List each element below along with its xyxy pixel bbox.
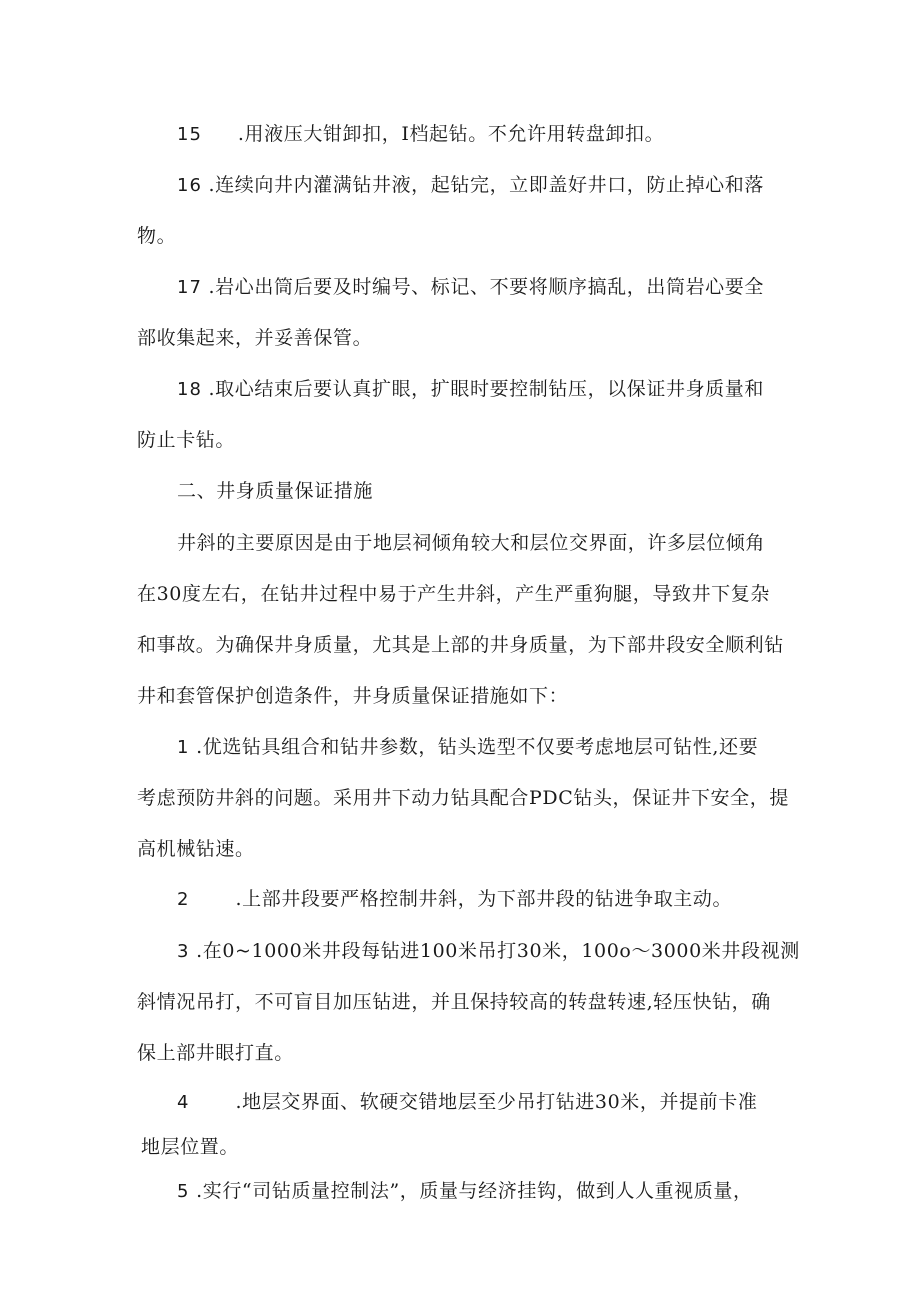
item-number: 17 [177,277,202,298]
item-text: .连续向井内灌满钻井液，起钻完，立即盖好井口，防止掉心和落 [201,174,764,196]
paragraph-line [137,874,792,925]
measure-2 [137,874,792,925]
intro-paragraph [137,518,792,722]
paragraph-line: 井斜的主要原因是由于地层祠倾角较大和层位交界面，许多层位倾角 [177,532,766,554]
measure-4 [137,1080,792,1169]
paragraph-line [137,109,792,160]
paragraph-line [137,1080,792,1125]
paragraph-17 [137,262,792,364]
item-text: .实行“司钻质量控制法”，质量与经济挂钩，做到人人重视质量， [189,1180,753,1202]
paragraph-18 [137,364,792,466]
item-number: 1 [177,737,190,758]
item-text: .用液压大钳卸扣，I档起钻。不允许用转盘卸扣。 [237,123,665,145]
paragraph-line [137,364,792,415]
paragraph-line [137,262,792,313]
paragraph-line: 斜情况吊打，不可盲目加压钻进，并且保持较高的转盘转速,轻压快钻，确 [137,991,771,1013]
paragraph-line [137,160,792,211]
item-text: .岩心出筒后要及时编号、标记、不要将顺序搞乱，出筒岩心要全 [201,276,764,298]
item-number: 18 [177,379,202,400]
heading-text: 二、井身质量保证措施 [177,480,374,502]
item-number: 16 [177,175,202,196]
paragraph-16 [137,160,792,262]
measure-1 [137,722,792,875]
item-text: .在0~1000米井段每钻进100米吊打30米，100o～3000米井段视测 [189,940,800,962]
measure-3 [137,926,800,1079]
paragraph-line: 物。 [137,225,177,247]
item-number: 15 [177,124,202,145]
item-number: 4 [177,1092,190,1113]
item-text: .地层交界面、软硬交错地层至少吊打钻进30米，并提前卡准 [235,1091,758,1113]
paragraph-line: 和事故。为确保井身质量，尤其是上部的井身质量，为下部井段安全顺利钻 [137,634,784,656]
paragraph-line: 在30度左右，在钻井过程中易于产生井斜，产生严重狗腿，导致井下复杂 [137,583,770,605]
paragraph-line: 地层位置。 [141,1136,240,1158]
measure-5 [137,1166,792,1217]
item-number: 3 [177,941,190,962]
paragraph-line: 考虑预防井斜的问题。采用井下动力钻具配合PDC钻头，保证井下安全，提 [137,787,789,809]
item-number: 5 [177,1181,190,1202]
item-number: 2 [177,889,190,910]
section-heading [137,466,792,517]
paragraph-15 [137,109,792,160]
item-text: .优选钻具组合和钻井参数，钻头选型不仅要考虑地层可钻性,还要 [189,736,759,758]
item-text: .上部井段要严格控制井斜，为下部井段的钻进争取主动。 [235,888,733,910]
paragraph-line [137,926,800,977]
paragraph-line: 部收集起来，并妥善保管。 [137,327,373,349]
paragraph-line [137,722,792,773]
paragraph-line: 高机械钻速。 [137,838,255,860]
item-text: .取心结束后要认真扩眼，扩眼时要控制钻压，以保证井身质量和 [201,378,764,400]
paragraph-line [137,1166,792,1217]
paragraph-line: 井和套管保护创造条件，井身质量保证措施如下： [137,685,569,707]
paragraph-line: 防止卡钻。 [137,429,236,451]
paragraph-line: 保上部井眼打直。 [137,1042,294,1064]
